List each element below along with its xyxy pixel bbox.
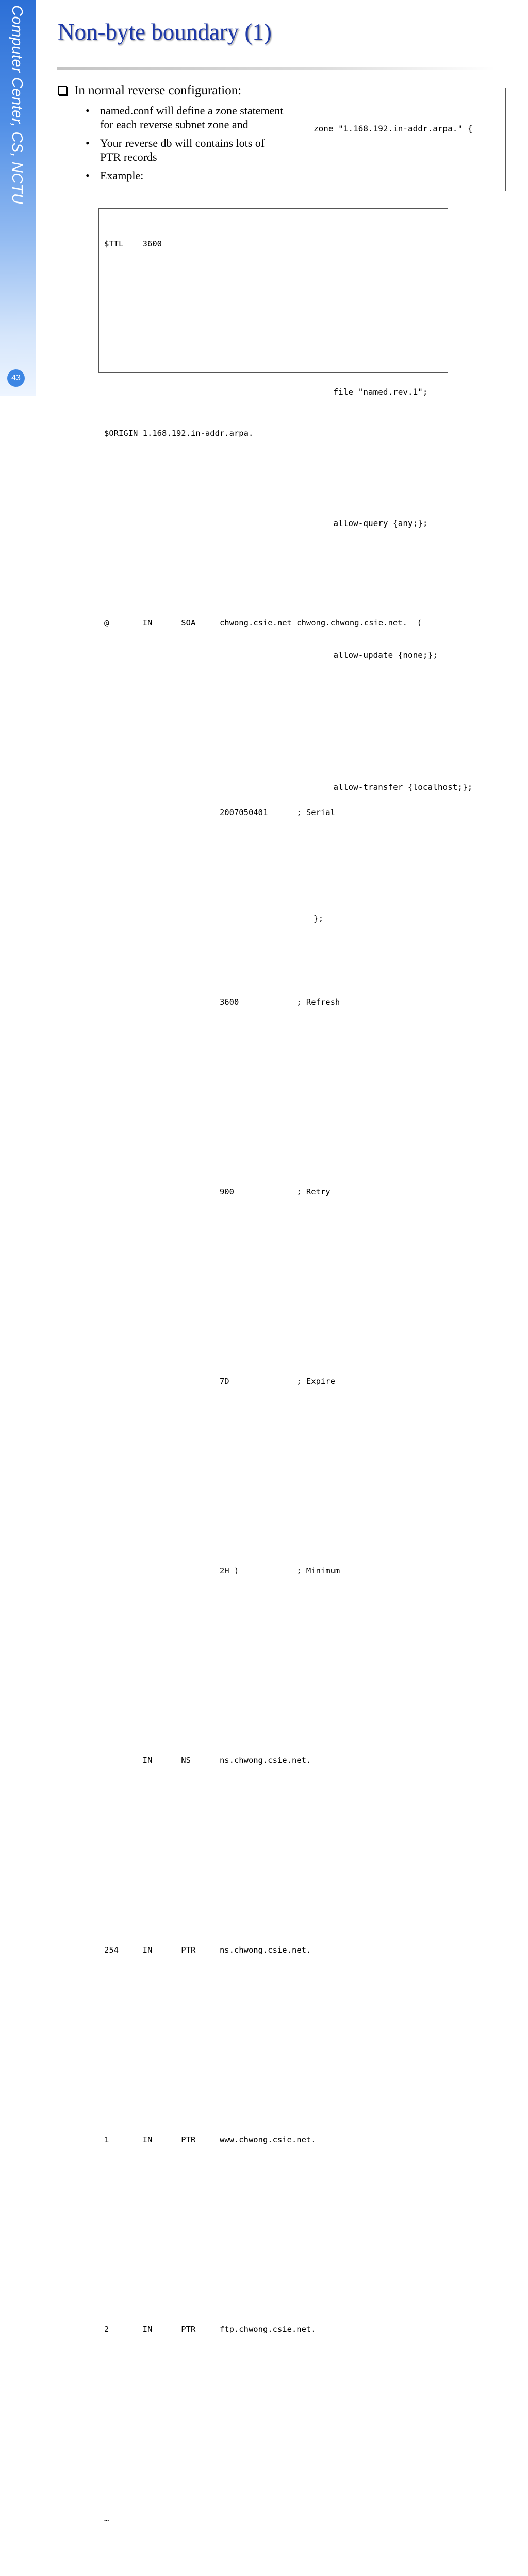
code-line: @ IN SOA chwong.csie.net chwong.chwong.csie.net. ( <box>104 618 422 628</box>
code-line: $TTL 3600 <box>104 239 162 248</box>
list-item <box>84 136 285 164</box>
sub-bullet-list <box>84 104 285 187</box>
list-item-text: Your reverse db will contains lots of PTR records <box>100 137 265 163</box>
sidebar-label: Computer Center, CS, NCTU <box>9 5 25 205</box>
main-bullet <box>58 83 241 98</box>
code-line: allow-query {any;}; <box>314 518 428 529</box>
zone-config-box <box>308 88 506 924</box>
code-line: IN NS ns.chwong.csie.net. <box>104 1756 311 1765</box>
bullet-icon: • <box>86 169 90 182</box>
code-line: 1 IN PTR www.chwong.csie.net. <box>104 2135 316 2144</box>
code-line: 7D ; Expire <box>104 1377 335 1386</box>
bullet-icon: • <box>86 104 90 117</box>
code-line: 2007050401 ; Serial <box>104 808 335 817</box>
code-line: 254 IN PTR ns.chwong.csie.net. <box>104 1945 311 1955</box>
slide-title: Non-byte boundary (1) <box>58 19 272 45</box>
title-divider <box>57 67 495 70</box>
code-line: $ORIGIN 1.168.192.in-addr.arpa. <box>104 429 254 438</box>
list-item <box>84 168 285 182</box>
sidebar <box>0 0 36 396</box>
code-line: 3600 ; Refresh <box>104 997 340 1007</box>
code-line: }; <box>314 913 324 924</box>
code-line: … <box>104 2514 109 2523</box>
code-line: zone "1.168.192.in-addr.arpa." { <box>314 123 473 133</box>
code-line: allow-transfer {localhost;}; <box>314 782 473 792</box>
checkbox-bullet-icon <box>58 86 67 95</box>
main-bullet-text: In normal reverse configuration: <box>74 83 242 97</box>
code-line: 900 ; Retry <box>104 1187 331 1196</box>
list-item-text: Example: <box>100 169 144 182</box>
list-item <box>84 104 285 131</box>
code-line: file "named.rev.1"; <box>314 386 428 397</box>
code-line: 2 IN PTR ftp.chwong.csie.net. <box>104 2325 316 2334</box>
page-number-badge: 43 <box>7 369 25 387</box>
bullet-icon: • <box>86 137 90 149</box>
code-line: allow-update {none;}; <box>314 650 438 660</box>
code-line: 2H ) ; Minimum <box>104 1566 340 1575</box>
list-item-text: named.conf will define a zone statement for each reverse subnet zone and <box>100 104 284 131</box>
